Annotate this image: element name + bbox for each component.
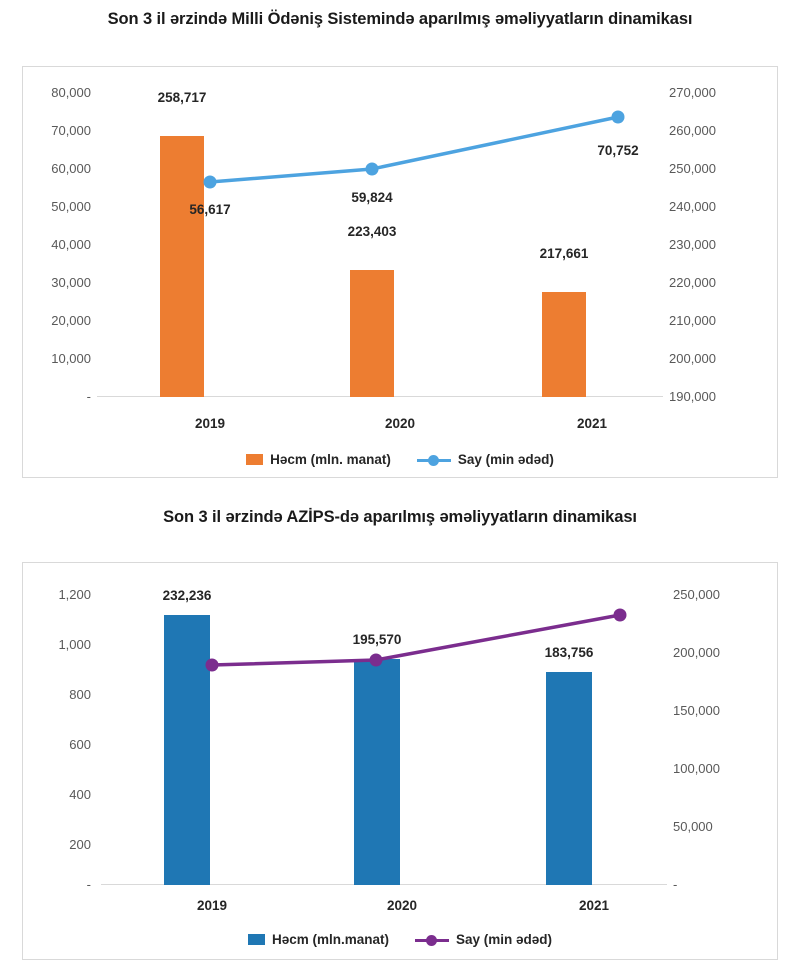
chart-1-right-tick-240000: 240,000 — [669, 199, 716, 214]
chart-1-right-tick-250000: 250,000 — [669, 161, 716, 176]
chart-1-left-tick-30000: 30,000 — [51, 275, 91, 290]
chart-1-line-label-2021: 70,752 — [597, 143, 639, 158]
chart-2-legend-item-hecm[interactable] — [248, 932, 389, 947]
chart-2-line-point-2020 — [370, 654, 383, 667]
chart-1-left-tick-zero: - — [86, 389, 91, 404]
chart-2-left-tick-200: 200 — [69, 837, 91, 852]
chart-2-legend-label-say: Say (min ədəd) — [456, 932, 553, 947]
chart-1-left-tick-20000: 20,000 — [51, 313, 91, 328]
chart-1-plot-area — [97, 92, 663, 397]
chart-1-legend-item-say[interactable] — [417, 452, 554, 467]
line-marker-icon — [417, 454, 451, 466]
chart-1-frame — [22, 66, 778, 478]
chart-2-left-tick-800: 800 — [69, 687, 91, 702]
chart-2-plot-area — [101, 588, 667, 885]
chart-2-frame — [22, 562, 778, 960]
chart-1-line-series — [97, 92, 663, 397]
chart-1-bar-label-2019: 258,717 — [157, 90, 207, 105]
chart-2-left-tick-zero: - — [86, 877, 91, 892]
chart-1-legend-label-say: Say (min ədəd) — [457, 452, 554, 467]
chart-1-right-tick-200000: 200,000 — [669, 351, 716, 366]
chart-1-category-2020: 2020 — [384, 416, 416, 431]
chart-1-line-point-2021 — [612, 111, 625, 124]
chart-2-right-tick-zero: - — [673, 877, 678, 892]
chart-1-legend-item-hecm[interactable] — [246, 452, 391, 467]
chart-1-bar-label-2020: 223,403 — [347, 224, 397, 239]
chart-2-legend-label-hecm: Həcm (mln.manat) — [271, 932, 389, 947]
chart-1-line-path — [210, 117, 618, 182]
chart-1-left-tick-60000: 60,000 — [51, 161, 91, 176]
chart-2-legend-item-say[interactable] — [415, 932, 552, 947]
chart-1-category-2019: 2019 — [194, 416, 226, 431]
chart-1-line-label-2020: 59,824 — [351, 190, 393, 205]
chart-2-bar-label-2019: 232,236 — [162, 588, 212, 603]
chart-1-right-tick-210000: 210,000 — [669, 313, 716, 328]
chart-1-bar-label-2021: 217,661 — [539, 246, 589, 261]
chart-2-right-tick-200000: 200,000 — [673, 645, 720, 660]
chart-1-left-tick-10000: 10,000 — [51, 351, 91, 366]
chart-1-title: Son 3 il ərzində Milli Ödəniş Sistemində aparılmış əməliyyatların dinamikası — [107, 10, 693, 28]
chart-2-line-point-2021 — [614, 609, 627, 622]
chart-1-left-tick-40000: 40,000 — [51, 237, 91, 252]
chart-1-legend — [23, 452, 777, 467]
chart-2-left-tick-400: 400 — [69, 787, 91, 802]
chart-2-bar-label-2020: 195,570 — [352, 632, 402, 647]
chart-1-right-tick-230000: 230,000 — [669, 237, 716, 252]
chart-2-bar-label-2021: 183,756 — [544, 645, 594, 660]
chart-2-left-tick-1000: 1,000 — [58, 637, 91, 652]
chart-2-right-tick-250000: 250,000 — [673, 587, 720, 602]
chart-1-line-label-2019: 56,617 — [189, 202, 231, 217]
chart-2-category-2019: 2019 — [196, 898, 228, 913]
bar-swatch-icon — [248, 934, 265, 945]
chart-2-line-point-2019 — [206, 659, 219, 672]
chart-2-left-tick-1200: 1,200 — [58, 587, 91, 602]
chart-1-category-2021: 2021 — [576, 416, 608, 431]
chart-1-left-tick-50000: 50,000 — [51, 199, 91, 214]
chart-1-line-point-2019 — [204, 176, 217, 189]
chart-2-category-2020: 2020 — [386, 898, 418, 913]
chart-2-category-2021: 2021 — [578, 898, 610, 913]
chart-1-line-point-2020 — [366, 163, 379, 176]
chart-2-right-tick-100000: 100,000 — [673, 761, 720, 776]
chart-2-right-tick-150000: 150,000 — [673, 703, 720, 718]
chart-1-left-tick-70000: 70,000 — [51, 123, 91, 138]
chart-1-right-tick-260000: 260,000 — [669, 123, 716, 138]
chart-2-right-tick-50000: 50,000 — [673, 819, 713, 834]
chart-1-right-tick-220000: 220,000 — [669, 275, 716, 290]
chart-1-right-tick-190000: 190,000 — [669, 389, 716, 404]
chart-2-legend — [23, 932, 777, 947]
chart-1-right-tick-270000: 270,000 — [669, 85, 716, 100]
bar-swatch-icon — [246, 454, 263, 465]
chart-1-legend-label-hecm: Həcm (mln. manat) — [270, 452, 391, 467]
line-marker-icon — [415, 934, 449, 946]
chart-2-title: Son 3 il ərzində AZİPS-də aparılmış əməliyyatların dinamikası — [163, 508, 637, 526]
chart-1-left-tick-80000: 80,000 — [51, 85, 91, 100]
chart-2-left-tick-600: 600 — [69, 737, 91, 752]
